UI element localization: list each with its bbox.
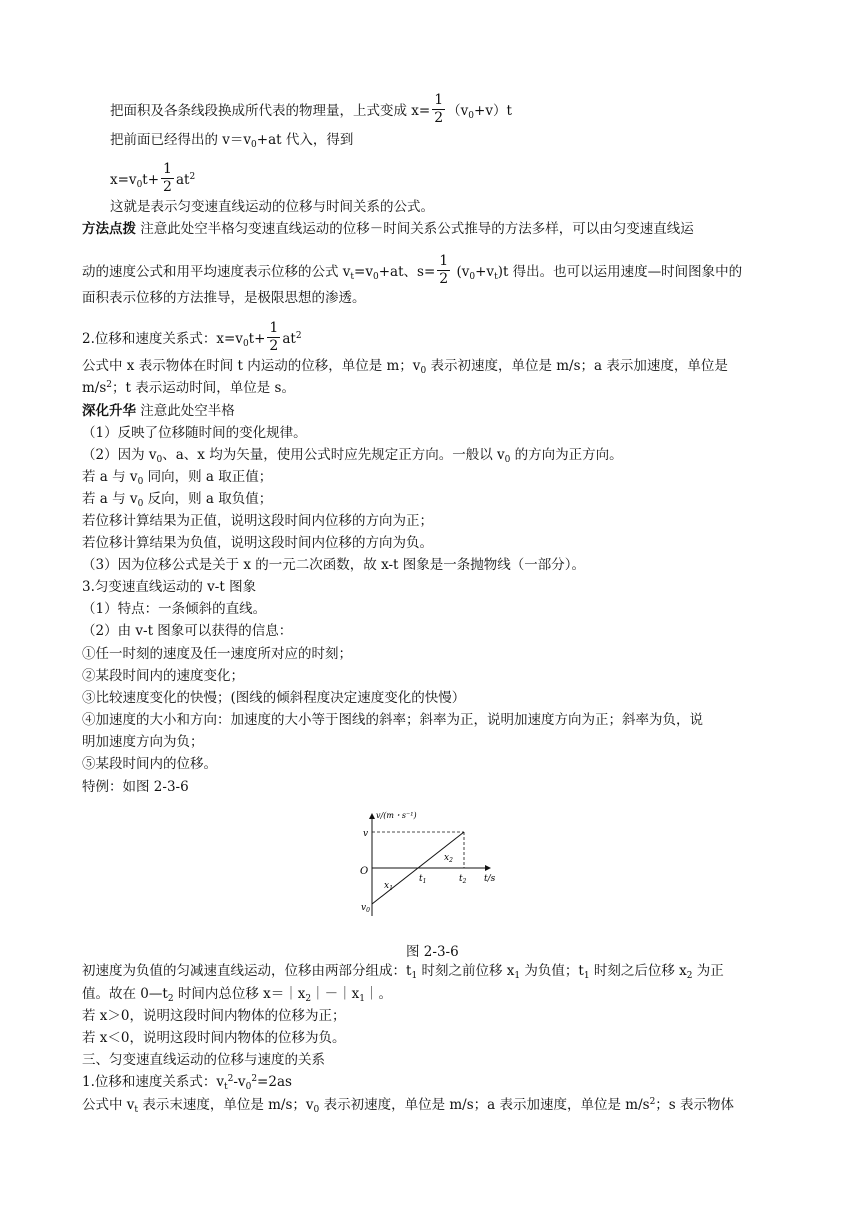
text-line: 3.匀变速直线运动的 v-t 图象 xyxy=(82,579,257,595)
text-line: （2）由 v-t 图象可以获得的信息： xyxy=(82,623,293,639)
t2-label: $t_2$ xyxy=(459,874,467,885)
text-line: （1）反映了位移随时间的变化规律。 xyxy=(82,425,307,441)
text-line: 把前面已经得出的 $v=v_0+at$ 代入，得到 xyxy=(110,132,354,150)
text-line: 面积表示位移的方法推导，是极限思想的渗透。 xyxy=(82,290,366,306)
text-line: $m/s^2$；t 表示运动时间，单位是 s。 xyxy=(82,380,295,396)
text-line: 动的速度公式和用平均速度表示位移的公式 $v_t=v_0+at$、s= $\frac{1}{2}$ $(v_0+v_t)t$ 得出。也可以运用速度—时间图象中的 xyxy=(82,253,743,287)
formula-line: 2.位移和速度关系式：$x=v_0t+$ $\frac{1}{2}$ $at^2$ xyxy=(82,320,302,354)
text-line: 初速度为负值的匀减速直线运动，位移由两部分组成：$t_1$ 时刻之前位移 $x_1$ 为负值；$t_1$ 时刻之后位移 $x_2$ 为正 xyxy=(82,963,724,981)
fraction-half: $\frac{1}{2}$ xyxy=(163,161,172,195)
text-line: ②某段时间内的速度变化； xyxy=(82,668,244,684)
text-line: （1）特点：一条倾斜的直线。 xyxy=(82,601,267,617)
text-line: ⑤某段时间内的位移。 xyxy=(82,756,217,772)
text-line: 若 a 与 $v_0$ 同向，则 a 取正值； xyxy=(82,469,273,487)
text-line: 把面积及各条线段换成所代表的物理量，上式变成 x= $\frac{1}{2}$ $(v_0+v)t$ xyxy=(110,92,512,126)
t1-label: $t_1$ xyxy=(419,874,427,885)
text-line: ④加速度的大小和方向：加速度的大小等于图线的斜率；斜率为正，说明加速度方向为正；斜率为负，说 xyxy=(82,712,703,728)
x1-label: $x_1$ xyxy=(384,881,393,892)
text-line: 值。故在 $0—t_2$ 时间内总位移 $x=|x_2|-|x_1|$。 xyxy=(82,986,392,1004)
section-heading: 三、匀变速直线运动的位移与速度的关系 xyxy=(82,1052,325,1068)
text-line: 若位移计算结果为负值，说明这段时间内位移的方向为负。 xyxy=(82,535,433,551)
v-label: v xyxy=(363,829,369,839)
fraction-half: $\frac{1}{2}$ xyxy=(269,320,279,354)
section-heading: 深化升华 xyxy=(82,403,136,419)
text-line: 若 x＜0，说明这段时间内物体的位移为负。 xyxy=(82,1030,346,1046)
section-heading: 方法点拨 xyxy=(82,221,136,237)
formula-line: 1.位移和速度关系式：$v_t^2-v_0^2=2as$ xyxy=(82,1074,292,1092)
fraction-half: $\frac{1}{2}$ xyxy=(434,92,444,126)
fraction-half: $\frac{1}{2}$ xyxy=(439,253,449,287)
text-line: 若 a 与 $v_0$ 反向，则 a 取负值； xyxy=(82,491,273,509)
figure-caption: 图 2-3-6 xyxy=(406,944,459,960)
text-line: （3）因为位移公式是关于 x 的一元二次函数，故 x-t 图象是一条抛物线（一部分）。 xyxy=(82,557,585,573)
text-line: 公式中 $v_t$ 表示末速度，单位是 m/s；$v_0$ 表示初速度，单位是 m/s；a 表示加速度，单位是 $m/s^2$；s 表示物体 xyxy=(82,1097,735,1115)
text-line: 这就是表示匀变速直线运动的位移与时间关系的公式。 xyxy=(110,199,434,215)
text-line: 方法点拨 注意此处空半格匀变速直线运动的位移－时间关系公式推导的方法多样，可以由匀变速直线运 xyxy=(82,221,694,237)
x2-label: $x_2$ xyxy=(444,853,453,864)
v0-label: $v_0$ xyxy=(361,903,370,914)
origin-label: O xyxy=(360,866,369,877)
text-line: 特例：如图 2-3-6 xyxy=(82,779,189,795)
text-line: （2）因为 $v_0$、a、x 均为矢量，使用公式时应先规定正方向。一般以 $v_0$ 的方向为正方向。 xyxy=(82,447,623,465)
text-line: 若位移计算结果为正值，说明这段时间内位移的方向为正； xyxy=(82,513,433,529)
text-line: 深化升华 注意此处空半格 xyxy=(82,403,235,419)
text-line: ①任一时刻的速度及任一速度所对应的时刻； xyxy=(82,646,352,662)
text-line: 若 x＞0，说明这段时间内物体的位移为正； xyxy=(82,1008,346,1024)
y-axis-label: v/(m・s⁻¹) xyxy=(376,811,417,820)
formula-line: $x=v_0t+$ $\frac{1}{2}$ $at^2$ xyxy=(110,161,196,195)
text-line: 明加速度方向为负； xyxy=(82,734,204,750)
text-line: ③比较速度变化的快慢；(图线的倾斜程度决定速度变化的快慢） xyxy=(82,690,466,706)
x-axis-label: t/s xyxy=(484,874,496,884)
vt-graph-figure xyxy=(356,808,508,923)
text-line: 公式中 x 表示物体在时间 t 内运动的位移，单位是 m；$v_0$ 表示初速度，单位是 m/s；a 表示加速度，单位是 xyxy=(82,358,728,376)
